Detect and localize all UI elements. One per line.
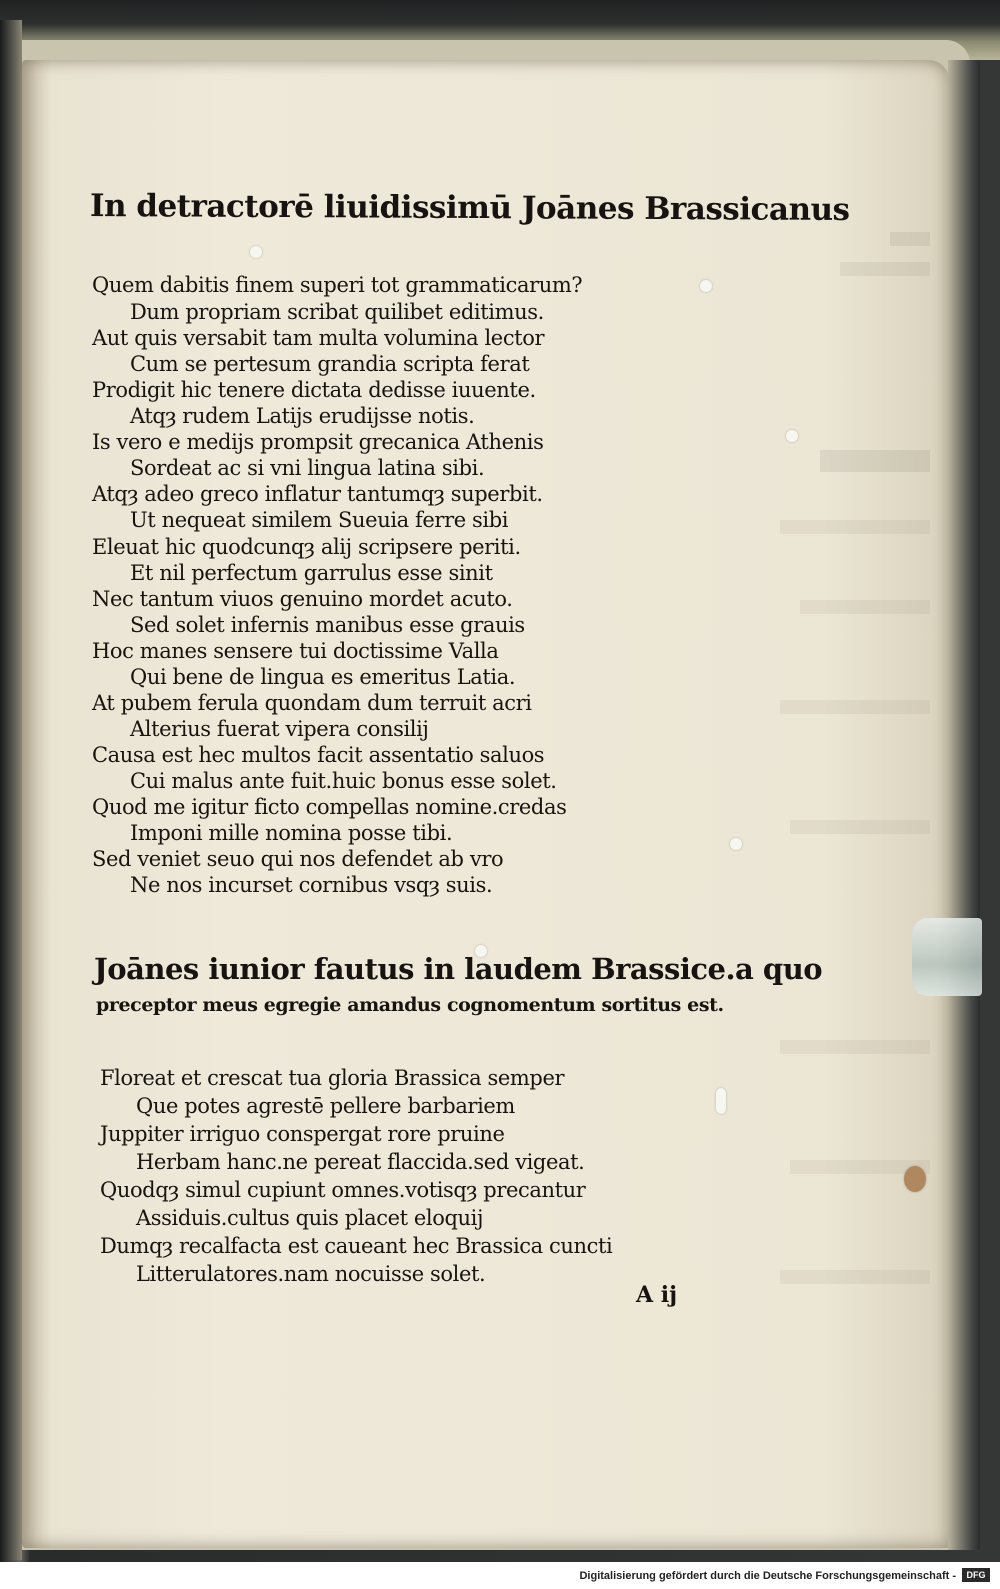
footer-credit: Digitalisierung gefördert durch die Deutsche Forschungsgemeinschaft - [579, 1570, 956, 1582]
poem1-line: Ut nequeat similem Sueuia ferre sibi [130, 508, 509, 532]
poem1-line: Cui malus ante fuit.huic bonus esse solet. [130, 769, 557, 793]
poem1-heading: In detractorē liuidissimū Joānes Brassicanus [89, 188, 850, 228]
poem2-line: Floreat et crescat tua gloria Brassica semper [100, 1066, 565, 1090]
poem1-line: Sed solet infernis manibus esse grauis [130, 613, 525, 637]
poem2-line: Quodqȝ simul cupiunt omnes.votisqȝ precantur [100, 1178, 586, 1202]
signature-mark: A ij [636, 1282, 678, 1308]
book-clip [912, 918, 982, 996]
paper-hole [786, 430, 798, 442]
poem1-line: Prodigit hic tenere dictata dedisse iuuente. [92, 378, 536, 402]
poem2-line: Juppiter irriguo conspergat rore pruine [100, 1122, 505, 1146]
book-fore-edge [948, 60, 980, 1550]
poem1-line: Hoc manes sensere tui doctissime Valla [92, 639, 499, 663]
dfg-logo: DFG [962, 1568, 990, 1582]
poem1-line: Eleuat hic quodcunqȝ alij scripsere periti. [92, 535, 521, 559]
poem1-line: Ne nos incurset cornibus vsqȝ suis. [130, 873, 493, 897]
poem2-line: Litterulatores.nam nocuisse solet. [136, 1262, 486, 1286]
poem1-line: Atqȝ adeo greco inflatur tantumqȝ superbit. [92, 482, 543, 506]
poem1-line: Is vero e medijs prompsit grecanica Athenis [92, 430, 544, 454]
poem1-line: Cum se pertesum grandia scripta ferat [130, 352, 530, 376]
poem1-line: Quem dabitis finem superi tot grammaticarum? [92, 273, 583, 297]
poem1-line: Atqȝ rudem Latijs erudijsse notis. [130, 404, 475, 428]
poem2-line: Assiduis.cultus quis placet eloquij [136, 1206, 484, 1230]
footer-bar [0, 1562, 1000, 1589]
poem2-subheading: preceptor meus egregie amandus cognomentum sortitus est. [96, 994, 724, 1016]
poem1-line: Quod me igitur ficto compellas nomine.credas [92, 795, 567, 819]
poem1-line: At pubem ferula quondam dum terruit acri [92, 691, 532, 715]
poem1-line: Nec tantum viuos genuino mordet acuto. [92, 587, 513, 611]
paper-hole [700, 280, 712, 292]
poem1-line: Aut quis versabit tam multa volumina lector [92, 326, 545, 350]
poem2-line: Que potes agrestē pellere barbariem [136, 1094, 515, 1118]
poem1-line: Sordeat ac si vni lingua latina sibi. [130, 456, 485, 480]
paper-stain [904, 1166, 926, 1192]
poem1-line: Qui bene de lingua es emeritus Latia. [130, 665, 516, 689]
poem1-line: Dum propriam scribat quilibet editimus. [130, 300, 544, 324]
poem1-line: Causa est hec multos facit assentatio saluos [92, 743, 545, 767]
paper-hole [716, 1088, 726, 1114]
poem2-line: Herbam hanc.ne pereat flaccida.sed vigeat. [136, 1150, 585, 1174]
poem1-line: Alterius fuerat vipera consilij [130, 717, 429, 741]
poem1-line: Et nil perfectum garrulus esse sinit [130, 561, 493, 585]
poem1-line: Imponi mille nomina posse tibi. [130, 821, 453, 845]
poem2-line: Dumqȝ recalfacta est caueant hec Brassica cuncti [100, 1234, 613, 1258]
poem1-line: Sed veniet seuo qui nos defendet ab vro [92, 847, 504, 871]
poem2-heading: Joānes iunior fautus in laudem Brassice.a quo [94, 952, 823, 986]
paper-hole [250, 246, 262, 258]
book-binding-left [0, 20, 22, 1560]
paper-hole [730, 838, 742, 850]
